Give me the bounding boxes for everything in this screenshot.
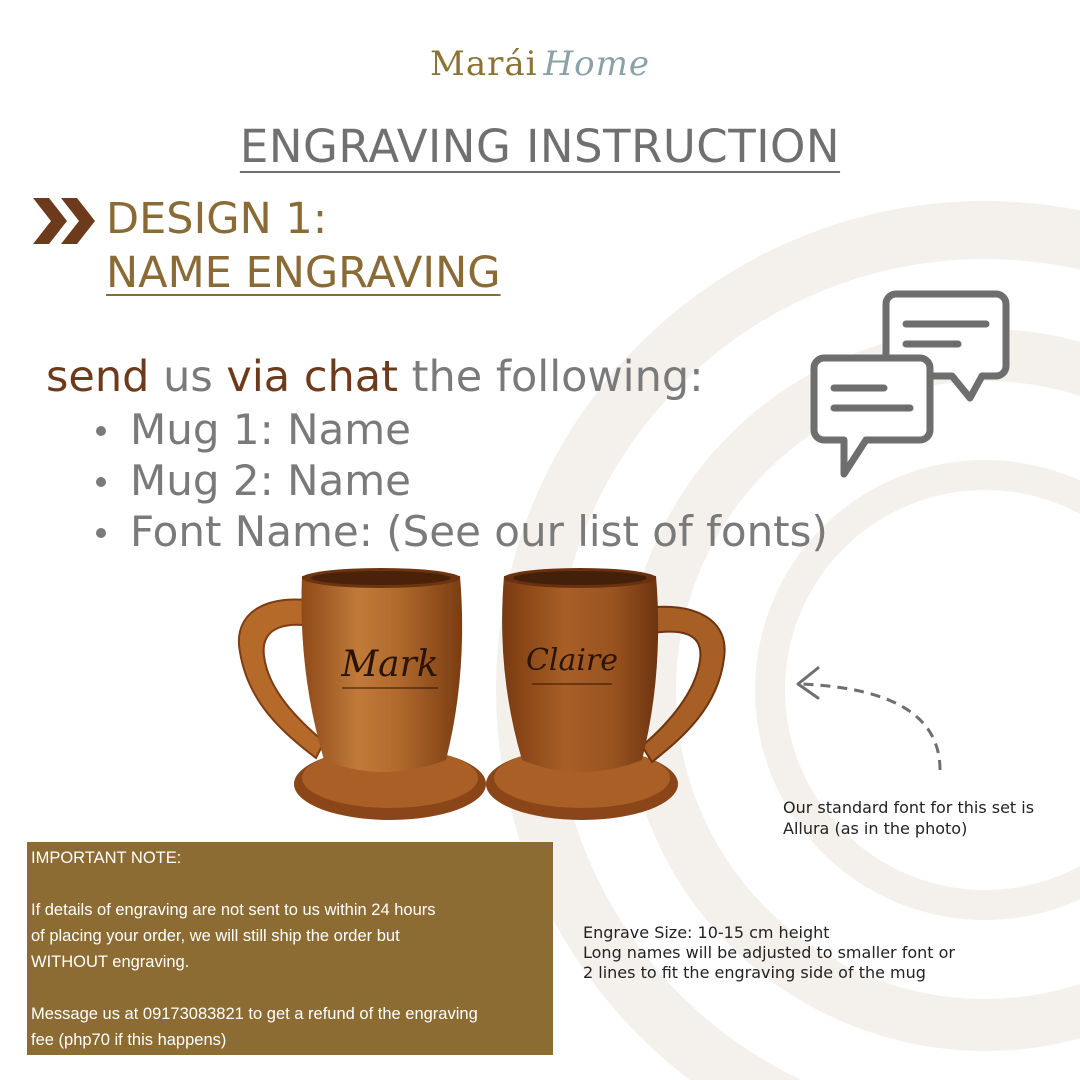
brand-logo (0, 44, 1080, 84)
instruction-line (46, 350, 704, 404)
bullet-icon (96, 477, 106, 487)
double-chevron-right-icon (33, 198, 97, 244)
size-note-line-1: Engrave Size: 10-15 cm height (583, 923, 830, 942)
size-note-line-3: 2 lines to fit the engraving side of the mug (583, 963, 926, 982)
mug-engraving-left: Mark (341, 644, 439, 685)
dashed-curved-arrow-icon (790, 660, 950, 780)
list-item (96, 506, 828, 557)
list-item (96, 404, 828, 455)
engrave-size-note (583, 923, 955, 983)
standard-font-note (783, 797, 1034, 839)
font-note-line-1: Our standard font for this set is (783, 798, 1035, 817)
page-title: ENGRAVING INSTRUCTION (239, 120, 841, 173)
bullet-icon (96, 528, 106, 538)
bullet-icon (96, 426, 106, 436)
required-info-list (96, 404, 828, 557)
instruction-send: send (46, 352, 150, 402)
note-para1-line2: of placing your order, we will still ship the order but (31, 927, 400, 945)
font-note-line-2: Allura (as in the photo) (783, 819, 968, 838)
brand-word-2: Home (543, 44, 650, 84)
instruction-via-chat: via chat (226, 352, 398, 402)
chat-bubbles-icon (808, 288, 1014, 484)
important-note-box (27, 842, 553, 1055)
design-heading: DESIGN 1: (106, 194, 328, 244)
note-para2-line1: Message us at 09173083821 to get a refund of the engraving (31, 1005, 478, 1023)
list-item-label: Mug 1: Name (130, 405, 411, 454)
note-para2-line2: fee (php70 if this happens) (31, 1031, 227, 1049)
list-item-label: Mug 2: Name (130, 456, 411, 505)
instruction-us: us (163, 352, 213, 402)
list-item-label: Font Name: (See our list of fonts) (130, 507, 828, 556)
note-para1-line3: WITHOUT engraving. (31, 953, 190, 971)
size-note-line-2: Long names will be adjusted to smaller font or (583, 943, 955, 962)
list-item (96, 455, 828, 506)
note-para1-line1: If details of engraving are not sent to us within 24 hours (31, 901, 436, 919)
instruction-rest: the following: (411, 352, 704, 402)
mug-engraving-right: Claire (525, 643, 619, 678)
note-heading: IMPORTANT NOTE: (31, 849, 182, 867)
brand-word-1: Marái (430, 44, 538, 84)
design-subheading: NAME ENGRAVING (106, 248, 501, 298)
engraved-mugs-photo (232, 562, 732, 834)
